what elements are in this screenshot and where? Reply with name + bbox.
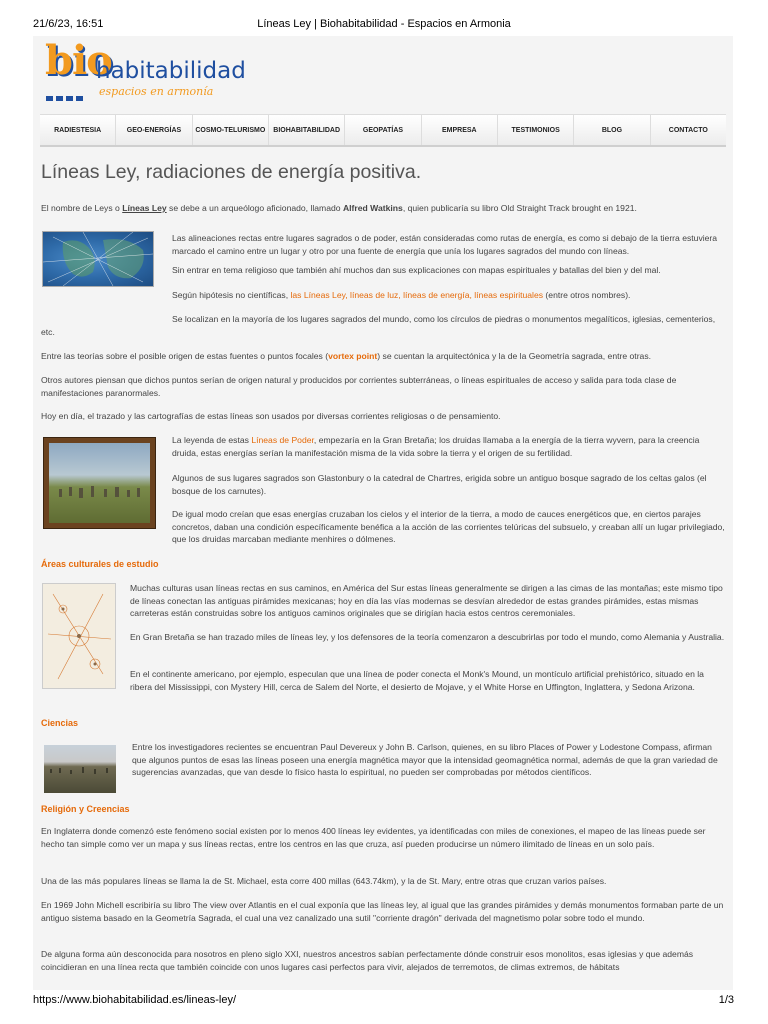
nav-item-geopatias[interactable]: GEOPATÍAS [345,115,421,145]
nav-item-radiestesia[interactable]: RADIESTESIA [40,115,116,145]
stone-field-image [44,745,116,793]
section-heading-ciencias: Ciencias [41,718,79,728]
logo-name: habitabilidad [96,58,246,84]
paragraph: En 1969 John Michell escribiría su libro The view over Atlantis en el cual exponía que las líneas ley, al igual que las grandes pirámides y demás monumentos formaban parte de un antiguo sistema basado en la Geometría Sagrada, el cual una vez canalizado una sutil "corriente dragón" derivada del magnetismo polar sobre todo el mundo. [41,900,724,923]
paragraph: En Gran Bretaña se han trazado miles de líneas ley, y los defensores de la teoría comenzaron a descubrirlas por todo el mundo, como Alemania y Australia. [130,632,725,642]
nav-item-testimonios[interactable]: TESTIMONIOS [498,115,574,145]
logo-squares-icon [46,88,86,106]
paragraph: En el continente americano, por ejemplo, especulan que una línea de poder conecta el Monk's Mound, un montículo artificial prehistórico, situado en la ribera del Mississippi, con Mystery Hill, cerca de Salem del Norte, el desierto de Mojave, y el White Horse en Uffington, Inglattera, y Sedona Arizona. [130,669,704,692]
intro-text-a: El nombre de Leys o [41,203,123,213]
paragraph [41,350,728,363]
paragraph: Las alineaciones rectas entre lugares sagrados o de poder, están consideradas como rutas de energía, es como si debajo de la tierra estuviera marcado el camino entre un lugar y otro por una fuente de energía que unía los lugares sagrados del mundo con líneas. [172,233,718,256]
nav-item-blog[interactable]: BLOG [574,115,650,145]
text-span: , empezaría en la Gran Bretaña; los druidas llamaba a la energía de la tierra wyvern, para la creencia druida, estas energías serían la manifestación misma de la vida sobre la tierra y el origen de su fertilidad. [172,435,700,458]
megalith-landscape-image [44,438,155,528]
print-datetime: 21/6/23, 16:51 [33,18,104,30]
nav-item-cosmo-telurismo[interactable]: COSMO-TELURISMO [193,115,269,145]
highlight-text: Líneas de Poder [251,435,314,445]
logo-bio: bio [45,37,112,84]
nav-item-empresa[interactable]: EMPRESA [422,115,498,145]
paragraph: Sin entrar en tema religioso que también ahí muchos dan sus explicaciones con mapas espirituales y batallas del bien y del mal. [172,265,661,275]
logo-tagline: espacios en armonía [99,85,214,98]
paragraph: Algunos de sus lugares sagrados son Glastonbury o la catedral de Chartres, erigida sobre un antiguo bosque sagrado de los celtas galos (el bosque de los carnutes). [172,473,707,496]
main-nav [40,114,726,147]
page-title: Líneas Ley, radiaciones de energía positiva. [41,161,422,183]
nav-item-geo-energias[interactable]: GEO-ENERGÍAS [116,115,192,145]
nav-item-contacto[interactable]: CONTACTO [668,126,708,134]
text-span: (entre otros nombres). [543,290,631,300]
section-heading-religion: Religión y Creencias [41,804,130,814]
paragraph: Hoy en día, el trazado y las cartografías de estas líneas son usados por diversas corrientes religiosas o de pensamiento. [41,411,501,421]
site-logo[interactable] [43,37,246,101]
print-page-count: 1/3 [718,994,734,1006]
intro-paragraph [41,202,728,215]
intro-text-b: se debe a un arqueólogo aficionado, llamado [166,203,343,213]
print-footer [0,990,768,1024]
print-header [0,0,768,36]
highlight-text: vortex point [328,351,378,361]
nav-item-biohabitabilidad[interactable]: BIOHABITABILIDAD [269,115,345,145]
paragraph: De igual modo creían que esas energías cruzaban los cielos y el interior de la tierra, a modo de cauces energéticos que, en ciertos parajes concretos, daban una condición específicamente benéfica a la acción de las corrientes telúricas del subsuelo, y creaban allí un lugar privilegiado, que los druidas marcaban mediante menhires o dólmenes. [172,509,725,544]
print-doc-title: Líneas Ley | Biohabitabilidad - Espacios en Armonia [257,18,511,30]
paragraph: Una de las más populares líneas se llama la de St. Michael, esta corre 400 millas (643.74km), y la de St. Mary, entre otras que cruzan varios países. [41,876,607,886]
paragraph: De alguna forma aún desconocida para nosotros en pleno siglo XXI, nuestros ancestros sabían perfectamente dónde construir esos monolitos, esas iglesias y que además coincidieran en una línea recta que también coincide con unos lugares casi perfectos para vivir, alejados de terremotos, de climas extremos, de hábitats [41,949,694,972]
paragraph [172,434,728,459]
intro-text-c: , quien publicaría su libro Old Straight Track brought en 1921. [402,203,637,213]
paragraph: Entre los investigadores recientes se encuentran Paul Devereux y John B. Carlson, quienes, en su libro Places of Power y Lodestone Compass, afirman que algunos puntos de esas las líneas poseen una energía magnética mayor que la intensidad geomagnética normal, además de que la gran variedad de sugerencias avanzadas, que van desde lo físico hasta lo espiritual, no pueden ser comprobadas por métodos científicos. [132,742,718,777]
author-name: Alfred Watkins [342,203,403,213]
lineas-ley-link[interactable]: Líneas Ley [122,203,167,213]
section-heading-areas: Áreas culturales de estudio [41,559,159,569]
paragraph: En Inglaterra donde comenzó este fenómeno social existen por lo menos 400 líneas ley evidentes, ya identificadas con miles de conexiones, el mapeo de las líneas puede ser hecho tan simple como ver un mapa y sus líneas rectas, entre los centros en las que cruza, así pueden producirse un número ilimitado de líneas en un solo país. [41,826,706,849]
paragraph: Otros autores piensan que dichos puntos serían de origen natural y producidos por corrientes subterráneas, o líneas espirituales de acceso y salida para toda clase de manifestaciones paranormales. [41,375,677,398]
text-span: ) se cuentan la arquitectónica y la de la Geometría sagrada, entre otras. [377,351,652,361]
highlight-text: las Líneas Ley, líneas de luz, líneas de energía, líneas espirituales [290,290,544,300]
paragraph: Muchas culturas usan líneas rectas en sus caminos, en América del Sur estas líneas generalmente se dirigen a las cimas de las montañas; este mismo tipo de líneas conectan las antiguas pirámides mexicanas; hoy en día las vías modernas se desvían alrededor de estas grandes pirámides, estas mismas carreteras están construidas sobre los antiguos caminos originales que se dirigían hacia estos centros ceremoniales. [130,583,723,618]
text-span: Según hipótesis no científicas, [172,290,291,300]
web-page [33,36,733,990]
sketch-map-image [42,583,116,689]
text-span: Entre las teorías sobre el posible origen de estas fuentes o puntos focales ( [41,351,329,361]
ley-lines-map-image [42,231,154,287]
paragraph: Se localizan en la mayoría de los lugares sagrados del mundo, como los círculos de piedras o monumentos megalíticos, iglesias, cementerios, etc. [41,314,716,337]
paragraph [172,289,728,302]
text-span: La leyenda de estas [172,435,252,445]
print-url: https://www.biohabitabilidad.es/lineas-ley/ [33,994,237,1006]
